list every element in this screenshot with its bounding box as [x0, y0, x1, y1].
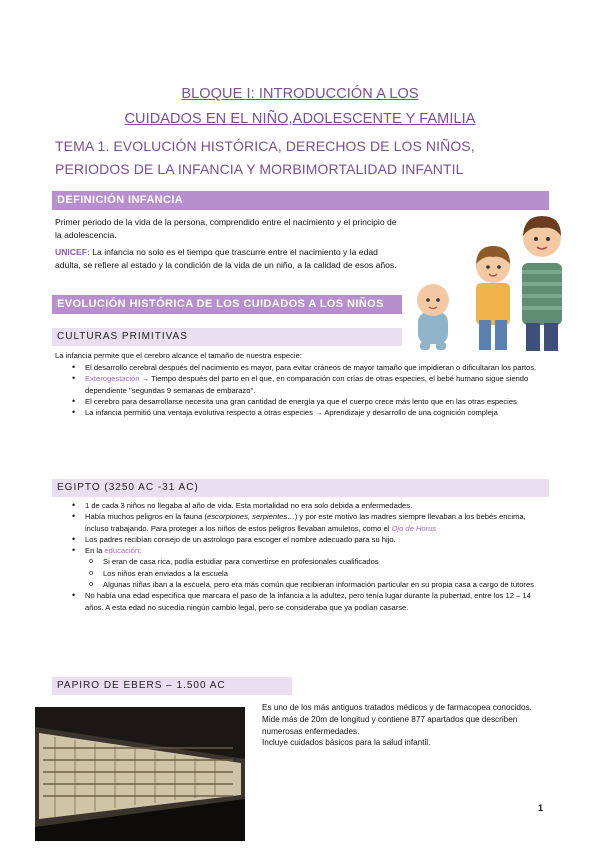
- egipto-bullet-2a: Había muchos peligros en la fauna (: [85, 512, 207, 522]
- definicion-text: Primer periodo de la vida de la persona, comprendido entre el nacimiento y el principio de la adolescencia.: [55, 217, 397, 240]
- egipto-bullet-5: No había una edad especifica que marcara el paso de la infancia a la adultez, pero tenía lugar durante la pubertad, entre los 12 – 14 años. A esta edad no sucedía ningún cambio legal, pero se consideraba que ya podían casarse.: [85, 591, 531, 612]
- culturas-bullet-4: La infancia permitió una ventaja evolutiva respecto a otras especies → Aprendizaje y desarrollo de una cognición compleja: [85, 408, 498, 418]
- educacion-sub-2: Los niños eran enviados a la escuela: [103, 568, 228, 578]
- papiro-line-2: Mide más de 20m de longitud y contiene 877 apartados que describen numerosas enfermedades.: [262, 714, 518, 736]
- egipto-bullet-1: 1 de cada 3 niños no llegaba al año de vida. Esta mortalidad no era solo debida a enfermedades.: [85, 501, 413, 510]
- subheading-papiro: PAPIRO DE EBERS – 1.500 AC: [52, 677, 292, 695]
- bloque-title-line2: CUIDADOS EN EL NIÑO,ADOLESCENTE Y FAMILIA: [124, 111, 476, 127]
- list-item: [55, 407, 545, 418]
- subheading-egipto: EGIPTO (3250 AC -31 AC): [52, 479, 549, 497]
- list-item: [55, 373, 545, 396]
- list-item: [55, 568, 545, 579]
- list-item: [55, 590, 545, 613]
- unicef-label: UNICEF:: [55, 247, 90, 257]
- papiro-text: [262, 702, 552, 749]
- page-number: 1: [538, 803, 544, 813]
- list-item: [55, 545, 545, 590]
- culturas-list: [55, 362, 545, 418]
- children-illustration: [404, 208, 564, 356]
- list-item: [55, 511, 545, 534]
- culturas-bullet-2: → Tiempo después del parto en el que, en comparación con crías de otras especies, el bebé humano sigue siendo dependiente ''segundas 9 semanas de embarazo''.: [85, 374, 529, 395]
- list-item: [55, 579, 545, 590]
- section-heading-definicion: DEFINICIÓN INFANCIA: [52, 191, 549, 210]
- culturas-bullet-1: El desarrollo cerebral después del nacimiento es mayor, para evitar cráneos de mayor tamaño que impidieran o dificultaran los partos.: [85, 363, 537, 372]
- egipto-list: [55, 500, 545, 613]
- tema-title-line2: PERIODOS DE LA INFANCIA Y MORBIMORTALIDAD INFANTIL: [55, 161, 464, 177]
- egipto-fauna-examples: escorpiones, serpientes…: [207, 512, 295, 522]
- list-item: [55, 500, 545, 511]
- egipto-bullet-4a: En la: [85, 546, 105, 556]
- tema-title-line1: TEMA 1. EVOLUCIÓN HISTÓRICA, DERECHOS DE LOS NIÑOS,: [55, 138, 475, 154]
- unicef-paragraph: [55, 246, 405, 272]
- list-item: [55, 556, 545, 567]
- egipto-bullet-4b: :: [139, 546, 142, 556]
- subheading-culturas: CULTURAS PRIMITIVAS: [52, 328, 402, 346]
- ojo-de-horus-text: Ojo de Horus: [391, 523, 437, 533]
- educacion-sub-3: Algunas niñas iban a la escuela, pero era más común que recibieran información particular en su propia casa a cargo de tutores: [103, 580, 534, 590]
- baby-figure: [417, 284, 449, 350]
- exterogestacion-label: Exterogestación: [85, 374, 140, 384]
- section-heading-evolucion: EVOLUCIÓN HISTÓRICA DE LOS CUIDADOS A LOS NIÑOS: [52, 295, 402, 314]
- unicef-text: La infancia no solo es el tiempo que trascurre entre el nacimiento y la edad adulta, se refiere al estado y la condición de la vida de un niño, a la calidad de esos años.: [55, 247, 397, 270]
- middle-boy-figure: [476, 246, 510, 350]
- papiro-line-1: Es uno de los más antiguos tratados médicos y de farmacopea conocidos.: [262, 703, 532, 712]
- papiro-line-3: Incluye cuidados básicos para la salud infantil.: [262, 738, 431, 748]
- culturas-intro: La infancia permite que el cerebro alcance el tamaño de nuestra especie:: [55, 351, 302, 360]
- papyrus-photo: [35, 707, 245, 841]
- definicion-paragraph: [55, 216, 405, 272]
- egipto-bullet-3: Los padres recibían consejo de un astrologo para escoger el nombre adecuado para su hijo.: [85, 534, 396, 544]
- culturas-bullet-3: El cerebro para desarrollarse necesita una gran cantidad de energía ya que el cuerpo crece más lento que en las otras especies: [85, 396, 517, 406]
- egipto-bullet-2b: ) y por este motivo las madres siempre llevaban a los bebés encima, incluso trabajando. Para proteger a los niños de estos peligros llevaban amuletos, como el: [85, 512, 526, 533]
- bloque-title-line1: BLOQUE I: INTRODUCCIÓN A LOS: [181, 86, 419, 102]
- list-item: [55, 534, 545, 545]
- list-item: [55, 362, 545, 373]
- educacion-label: educación: [104, 546, 140, 556]
- list-item: [55, 396, 545, 407]
- older-boy-figure: [522, 216, 562, 351]
- educacion-sub-1: Si eran de casa rica, podía estudiar para convertirse en profesionales cualificados: [103, 557, 379, 567]
